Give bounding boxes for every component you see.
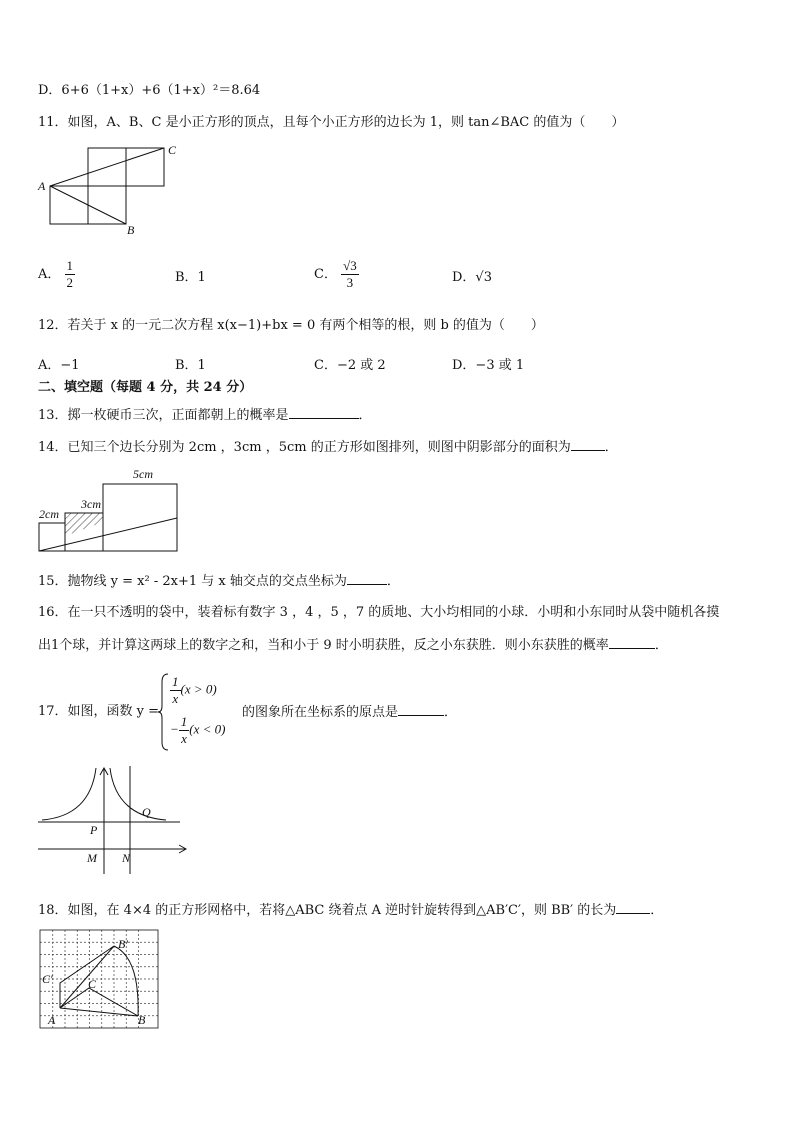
q10-option-d: D．6+6（1+x）+6（1+x）²＝8.64	[38, 83, 261, 98]
q13-end: ．	[358, 408, 372, 423]
q18-label-c-prime: C′	[42, 972, 53, 986]
q11-option-c-num: √3	[343, 258, 357, 273]
q18-label-b-prime: B′	[118, 937, 128, 951]
q17-figure	[34, 762, 194, 880]
q11-label-c: C	[168, 143, 177, 157]
q18-label-b: B	[138, 1013, 146, 1027]
q17-case-2-num: 1	[180, 714, 188, 729]
q14-stem: 14．已知三个边长分别为 2cm ，3cm ，5cm 的正方形如图排列，则图中阴影部分的面积为	[38, 440, 571, 455]
q13-stem: 13．掷一枚硬币三次，正面都朝上的概率是	[38, 408, 289, 423]
q15-end: ．	[386, 574, 400, 589]
q16-line2	[38, 636, 668, 655]
q14-answer-blank[interactable]	[571, 438, 605, 451]
q14-figure	[30, 462, 190, 556]
q15-answer-blank[interactable]	[347, 572, 387, 585]
q14-shaded-region	[65, 513, 103, 536]
q11-option-a-letter: A．	[38, 267, 61, 282]
q11-option-d: D．√3	[452, 270, 492, 285]
q11-option-c-letter: C．	[314, 267, 337, 282]
q18-label-c: C	[88, 977, 97, 991]
q14-end: ．	[604, 440, 618, 455]
q17-case-1	[170, 674, 217, 707]
q12-stem: 12．若关于 x 的一元二次方程 x(x−1)+bx = 0 有两个相等的根，则 b 的值为（ ）	[38, 318, 544, 333]
q17-brace	[158, 672, 170, 752]
q17-label-m: M	[87, 851, 97, 865]
q17-case-2-neg: −	[170, 721, 179, 737]
q14	[38, 438, 618, 457]
q12-option-a: A．−1	[38, 358, 80, 373]
q18-end: ．	[650, 903, 664, 918]
q11-option-b: B．1	[175, 270, 206, 285]
q17-label-q: Q	[142, 805, 151, 819]
q13	[38, 406, 372, 425]
q17-case-2	[170, 714, 225, 747]
q12-option-c: C．−2 或 2	[314, 358, 386, 373]
q17-case-2-den: x	[181, 731, 187, 746]
q17-post-text: 的图象所在坐标系的原点是	[242, 705, 399, 720]
q11-option-a-den: 2	[66, 275, 74, 290]
q11-option-c-den: 3	[346, 275, 354, 290]
q11-stem: 11．如图，A、B、C 是小正方形的顶点，且每个小正方形的边长为 1，则 tan∠BAC 的值为（ ）	[38, 115, 625, 130]
q17-case-2-fraction	[179, 714, 190, 747]
q12-option-b: B．1	[175, 358, 206, 373]
q11-option-c-fraction	[341, 258, 359, 291]
q13-answer-blank[interactable]	[289, 406, 359, 419]
q17-case-1-fraction	[170, 674, 181, 707]
q17-label-p: P	[90, 823, 98, 837]
q11-option-c	[314, 258, 359, 291]
q16-answer-blank[interactable]	[609, 636, 655, 649]
q17-answer-blank[interactable]	[398, 703, 444, 716]
q16-line1: 16．在一只不透明的袋中，装着标有数字 3 ，4 ，5 ，7 的质地、大小均相同的小球．小明和小东同时从袋中随机各摸	[38, 605, 720, 620]
q17-case-2-cond: (x < 0)	[189, 721, 226, 737]
section-2-title: 二、填空题（每题 4 分，共 24 分）	[38, 380, 253, 395]
q11-figure	[30, 142, 190, 238]
q11-label-b: B	[127, 223, 135, 237]
q17-case-1-num: 1	[172, 674, 179, 689]
q14-label-5cm: 5cm	[133, 467, 153, 481]
q11-option-a-num: 1	[66, 258, 74, 273]
q16-end: ．	[654, 638, 668, 653]
q14-label-2cm: 2cm	[39, 507, 59, 521]
q18-figure	[34, 926, 164, 1032]
q17-case-1-den: x	[172, 691, 179, 706]
q17-label-n: N	[122, 851, 131, 865]
q18-label-a: A	[48, 1013, 56, 1027]
q15-stem: 15．抛物线 y = x² - 2x+1 与 x 轴交点的交点坐标为	[38, 574, 347, 589]
q12-option-d: D．−3 或 1	[452, 358, 525, 373]
q17-post	[242, 703, 457, 722]
q11-label-a: A	[38, 179, 46, 193]
q18-answer-blank[interactable]	[616, 901, 650, 914]
q17-case-1-cond: (x > 0)	[180, 681, 217, 697]
q15	[38, 572, 400, 591]
q18-stem: 18．如图，在 4×4 的正方形网格中，若将△ABC 绕着点 A 逆时针旋转得到△AB′C′，则 BB′ 的长为	[38, 903, 617, 918]
q17-end: ．	[444, 705, 458, 720]
q18	[38, 901, 663, 920]
q17-pre: 17．如图，函数 y =	[38, 704, 160, 719]
q11-option-a-fraction	[65, 258, 76, 291]
q11-option-a	[38, 258, 75, 291]
q16-line2-text: 出1个球，并计算这两球上的数字之和，当和小于 9 时小明获胜，反之小东获胜．则小东获胜的概率	[38, 638, 609, 653]
q14-label-3cm: 3cm	[81, 497, 101, 511]
